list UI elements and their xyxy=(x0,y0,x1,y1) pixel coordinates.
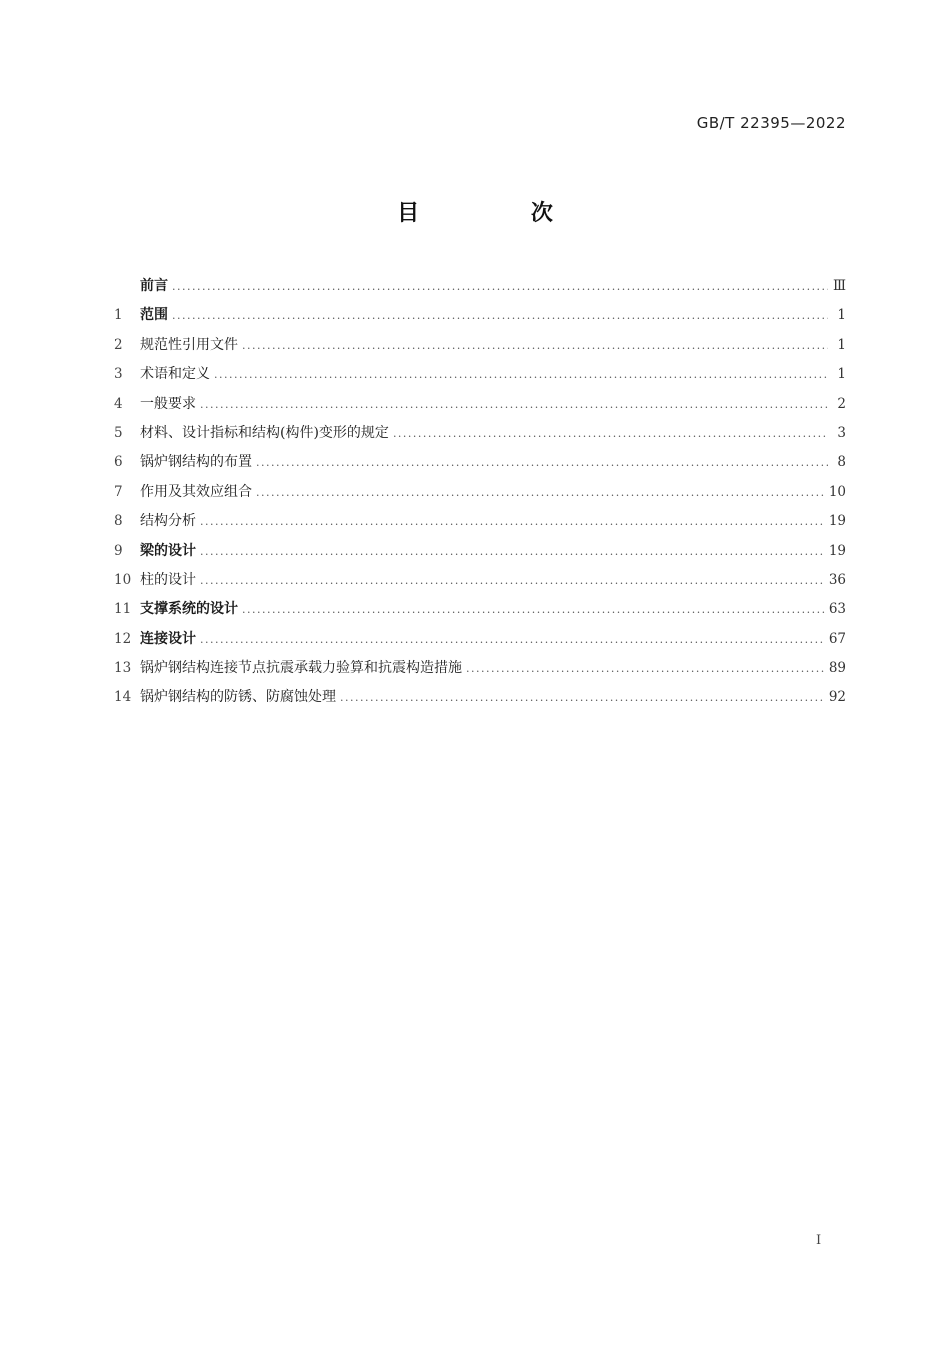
toc-entry-page: 1 xyxy=(837,366,846,383)
toc-entry-9[interactable] xyxy=(114,537,846,566)
toc-leader-dots xyxy=(200,390,828,419)
toc-entry-number: 2 xyxy=(114,336,123,353)
toc-entry-page: 89 xyxy=(828,660,846,677)
toc-entry-13[interactable] xyxy=(114,654,846,683)
standard-code: GB/T 22395—2022 xyxy=(696,114,846,132)
toc-entry-number: 3 xyxy=(114,366,123,383)
toc-entry-title: 一般要求 xyxy=(140,395,196,412)
toc-leader-dots xyxy=(200,566,825,595)
toc-entry-number: 13 xyxy=(114,660,132,677)
page-number: Ⅰ xyxy=(816,1233,822,1248)
toc-entry-14[interactable] xyxy=(114,683,846,712)
toc-entry-number: 12 xyxy=(114,630,132,647)
toc-entry-title: 规范性引用文件 xyxy=(140,336,238,353)
toc-entry-title: 前言 xyxy=(140,278,168,294)
toc-leader-dots xyxy=(242,595,825,624)
toc-entry-number: 11 xyxy=(114,601,132,618)
toc-entry-page: 1 xyxy=(837,336,846,353)
toc-entry-12[interactable] xyxy=(114,625,846,654)
toc-entry-number: 5 xyxy=(114,424,123,441)
toc-entry-3[interactable] xyxy=(114,360,846,389)
toc-entry-page: 2 xyxy=(837,395,846,412)
toc-entry-number: 8 xyxy=(114,513,123,530)
toc-entry-preface[interactable] xyxy=(114,272,846,301)
toc-entry-page: 8 xyxy=(837,454,846,471)
toc-entry-page: 19 xyxy=(828,513,846,530)
table-of-contents xyxy=(114,272,846,713)
toc-entry-page: 1 xyxy=(837,307,846,324)
toc-leader-dots xyxy=(214,360,828,389)
toc-entry-5[interactable] xyxy=(114,419,846,448)
toc-title: 目 次 xyxy=(397,201,605,226)
toc-entry-page: 3 xyxy=(837,424,846,441)
toc-entry-4[interactable] xyxy=(114,390,846,419)
toc-entry-page: 92 xyxy=(828,689,846,706)
toc-leader-dots xyxy=(466,654,825,683)
toc-entry-title: 梁的设计 xyxy=(140,542,196,559)
toc-entry-page: 19 xyxy=(828,542,846,559)
toc-entry-title: 术语和定义 xyxy=(140,366,210,383)
toc-entry-page: 63 xyxy=(828,601,846,618)
toc-entry-number: 4 xyxy=(114,395,123,412)
toc-entry-number: 7 xyxy=(114,483,123,500)
toc-entry-number: 6 xyxy=(114,454,123,471)
toc-leader-dots xyxy=(200,537,825,566)
toc-entry-title: 锅炉钢结构的布置 xyxy=(140,454,252,471)
toc-entry-7[interactable] xyxy=(114,478,846,507)
toc-entry-number: 14 xyxy=(114,689,132,706)
toc-entry-page: Ⅲ xyxy=(832,278,846,294)
toc-leader-dots xyxy=(172,301,828,330)
toc-entry-number: 9 xyxy=(114,542,123,559)
toc-entry-11[interactable] xyxy=(114,595,846,624)
toc-entry-title: 材料、设计指标和结构(构件)变形的规定 xyxy=(140,424,389,441)
toc-entry-8[interactable] xyxy=(114,507,846,536)
toc-entry-2[interactable] xyxy=(114,331,846,360)
toc-leader-dots xyxy=(200,507,825,536)
toc-entry-number: 10 xyxy=(114,571,132,588)
toc-entry-page: 67 xyxy=(828,630,846,647)
toc-entry-1[interactable] xyxy=(114,301,846,330)
toc-entry-10[interactable] xyxy=(114,566,846,595)
toc-entry-6[interactable] xyxy=(114,448,846,477)
toc-leader-dots xyxy=(256,448,828,477)
toc-leader-dots xyxy=(242,331,828,360)
toc-entry-title: 锅炉钢结构的防锈、防腐蚀处理 xyxy=(140,689,336,706)
toc-entry-title: 连接设计 xyxy=(140,630,196,647)
toc-entry-title: 锅炉钢结构连接节点抗震承载力验算和抗震构造措施 xyxy=(140,660,462,677)
toc-leader-dots xyxy=(340,683,825,712)
toc-entry-page: 36 xyxy=(828,571,846,588)
toc-entry-title: 柱的设计 xyxy=(140,571,196,588)
toc-entry-title: 作用及其效应组合 xyxy=(140,483,252,500)
toc-leader-dots xyxy=(256,478,825,507)
toc-entry-title: 范围 xyxy=(140,307,168,324)
toc-entry-title: 结构分析 xyxy=(140,513,196,530)
toc-entry-page: 10 xyxy=(828,483,846,500)
toc-leader-dots xyxy=(200,625,825,654)
toc-entry-number: 1 xyxy=(114,307,123,324)
toc-leader-dots xyxy=(393,419,828,448)
toc-entry-title: 支撑系统的设计 xyxy=(140,601,238,618)
toc-leader-dots xyxy=(172,272,828,301)
